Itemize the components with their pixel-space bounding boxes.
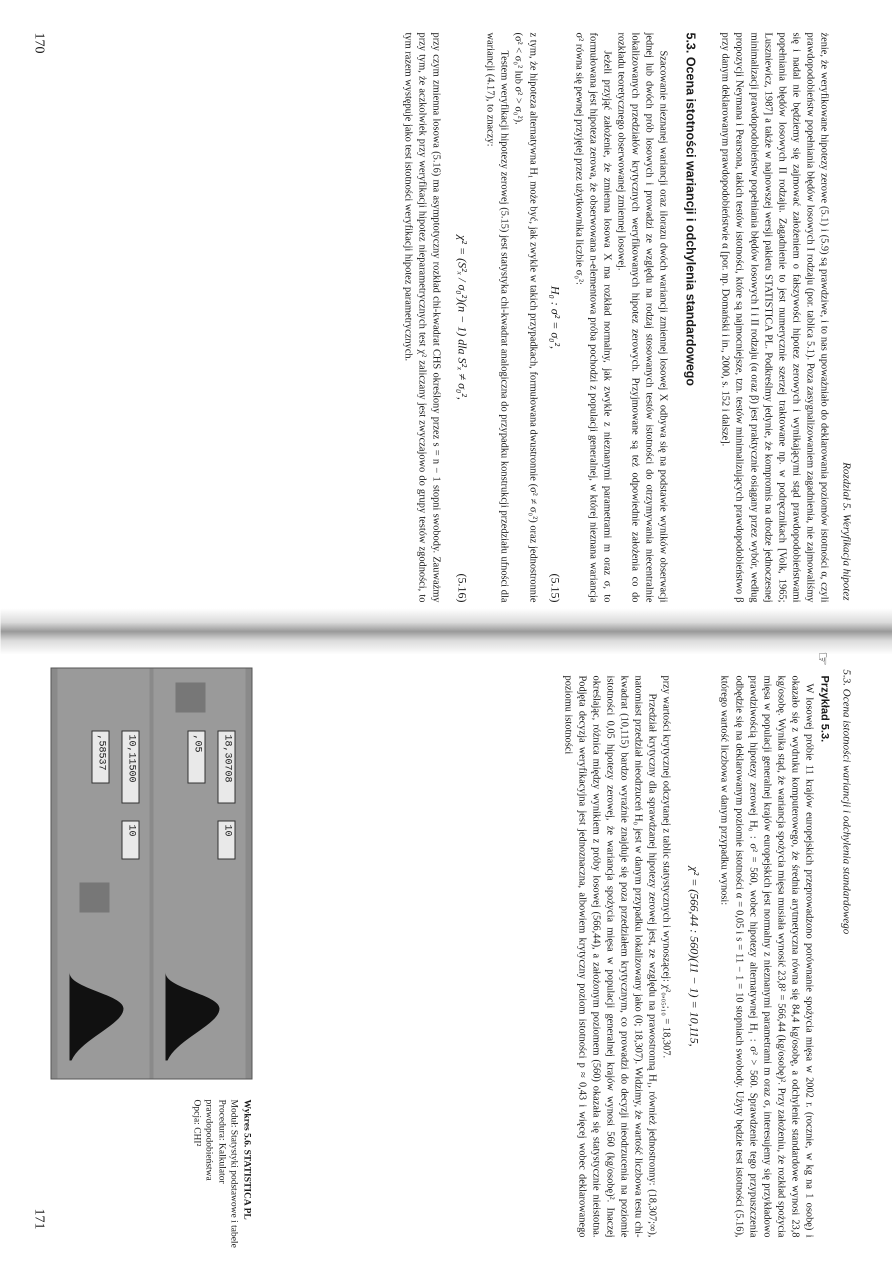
equation-body: H₀ : σ² = σ₀², (547, 285, 562, 349)
section-title: 5.3. Ocena istotności wariancji i odchylenia standardowego (683, 32, 698, 386)
caption-line: Moduł: Statystyki podstawowe i tabele (228, 1099, 239, 1248)
caption-title: Wykres 5.6. STATISTICA PL (241, 1099, 251, 1220)
example-title: Przykład 5.3. (818, 675, 830, 742)
caption-line: Opcja: CHI² (191, 1099, 201, 1146)
equation-number: (5.15) (547, 573, 562, 602)
intro-paragraph: żenie, że weryfikowane hipotezy zerowe (5.1) i (5.9) są prawdziwe, i to nas upoważniało do deklarowania poziomów istotności α, czyli prawdopodobieństw popełniania błędów losowych I rodzaju (por. tablica 5.1). Poza zasygnalizowaniem zagadnienia, nie zajmowaliśmy się i nadal nie będziemy się zajmować założeniem o fałszywości hipotez zerowych i wynikającymi stąd prawdopodobieństwami popełniania błędów losowych II rodzaju. Zagadnienie to jest numerycznie szerzej traktowane np. w podręcznikach [Volk, 1965; Luszniewicz, 1987] a także w najnowszej wersji pakietu STATISTICA PL. Podkreślmy jedynie, że kompromis na drodze jednoczesnej minimalizacji prawdopodobieństw popełniania błędów losowych I i II rodzaju (α oraz β) jest praktycznie osiągany przez wybór, według propozycji Neymana i Pearsona, takich testów istotności, które są najmocniejsze, tzn. testów minimalizujących prawdopodobieństwo β przy danym deklarowanym prawdopodobieństwie α [por. np. Domański i in., 2000, s. 152 i dalsze]. (719, 32, 829, 602)
page-171 (0, 631, 892, 1261)
p-field: ,58537 (91, 730, 109, 783)
text-column (400, 32, 830, 602)
paragraph: Przedział krytyczny dla sprawdzanej hipotezy zerowej jest, ze względu na prawostronną H₁, również jednostronny: (18,307;∞), natomiast przedział nieodrzuceń H₀ jest w danym przypadku lokalizowany jako (0; 18,307). Widzimy, że wartość liczbowa testu chi-kwadrat (10,115) bardzo wyraźnie znajduje się poza przedziałem krytycznym, co prowadzi do decyzji nieodrzucenia na poziomie istotności 0,05 hipotezy zerowej, że wariancja spożycia mięsa w populacji generalnej krajów wynosi 560 (kg/osobę)². Inaczej określając, różnica między wynikiem z próby losowej (566,44), a założonym poziomem (560) okazała się statystycznie nieistotna. Podjęta decyzja weryfikacyjna jest jednoznaczna, albowiem krytyczny poziom istotności p ≈ 0,43 i więcej wobec deklarowanego poziomu istotności (561, 675, 658, 1237)
example-column (560, 675, 830, 1237)
paragraph: Testem weryfikacji hipotezy zerowej (5.15) jest statystyka chi-kwadrat analogiczna do przypadku konstrukcji przedziału ufności dla wariancji (4.17), to znaczy: (484, 32, 510, 602)
running-header: Rozdział 5. Weryfikacja hipotez (840, 461, 852, 600)
page-170 (0, 0, 892, 630)
paragraph: przy czym zmienna losowa (5.16) ma asymptotyczny rozkład chi-kwadrat CHS określony przez s = n − 1 stopni swobody. Zauważmy przy tym, że aczkolwiek przy weryfikacji hipotez nieparametrycznych test χ² zaliczany jest zwyczajowo do grupy testów zgodności, to tym razem występuje jako test istotności weryfikacji hipotez parametrycznych. (402, 32, 442, 602)
paragraph: Szacowanie nieznanej wariancji oraz ilorazu dwóch wariancji zmiennej losowej X odbywa się na podstawie wyników obserwacji jednej lub dwóch prób losowych i prowadzi ze względu na rodzaj stosowanych testów istotności do otrzymywania niecentralnie lokalizowanych przedziałów krytycznych weryfikowanych hipotez zerowych. Przyjmowane są też odpowiednie założenia co do rozkładu teoretycznego obserwowanej zmiennej losowej. (614, 32, 669, 602)
paragraph: z tym, że hipoteza alternatywna H₁ może być, jak zwykle w takich przypadkach, formułowana dwustronnie (σ² ≠ σ₀²) oraz jednostronnie (σ² < σ₀² lub σ² > σ₀²). (512, 32, 538, 602)
df-field: 10 (217, 820, 235, 859)
df-field: 10 (121, 820, 139, 859)
chi-square-density-icon (65, 968, 131, 1064)
equation-5-16 (452, 32, 472, 602)
equation-5-15 (545, 32, 565, 602)
equation-example: χ² = (566,44 : 560)(11 − 1) = 10,115, (687, 865, 702, 1047)
caption-line: Procedura: Kalkulator prawdopodobieństwa (203, 1099, 226, 1184)
distribution-thumbnail (79, 882, 109, 912)
page-number: 170 (31, 32, 46, 53)
running-header: 5.3. Ocena istotności wariancji i odchylenia standardowego (840, 669, 852, 934)
value-field: 10,11500 (121, 730, 139, 803)
paragraph: przy wartości krytycznej odczytanej z tablic statystycznych i wynoszącej: χ²₀,₀₅;₁₀ = 18,307. (660, 675, 672, 1058)
probability-calculator-screenshot (50, 667, 252, 1079)
page-number: 171 (31, 1208, 46, 1229)
paragraph: W losowej próbie 11 krajów europejskich przeprowadzono porównanie spożycia mięsa w 2002 r. (rocznie, w kg na 1 osobę) i okazało się z wydruku komputerowego, że średnia arytmetyczna równa się 84,4 kg/osobę, a odchylenie standardowe wynosi 23,8 kg/osobę. Wynika stąd, że wariancja spożycia mięsa musiała wynosić 23,8² = 566,44 (kg/osobę)². Przy założeniu, że rozkład spożycia mięsa w populacji generalnej krajów europejskich jest normalny z nieznanymi parametrami m oraz σ, interesujemy się przykładowo prawdziwością hipotezy zerowej H₀ : σ² = 560, wobec hipotezy alternatywnej H₁ : σ² > 560. Sprawdzenie tego przypuszczenia odbędzie się na deklarowanym poziomie istotności α = 0,05 i s = 11 − 1 = 10 stopniach swobody. Użyty będzie test istotności (5.16), którego wartość liczbowa w danym przypadku wynosi: (718, 675, 814, 1237)
p-field: ,05 (187, 730, 205, 783)
calculator-row (153, 668, 245, 1078)
figure-caption (190, 1099, 253, 1259)
equation-number: (5.16) (455, 573, 470, 602)
paragraph: Jeżeli przyjąć założenie, że zmienna losowa X ma rozkład normalny, jak zwykle z nieznanymi parametrami m oraz σ, to formułowana jest hipoteza zerowa, że obserwowana n-elementowa próba pochodzi z populacji generalnej, w której nieznana wariancja σ² równa się pewnej przyjętej przez użytkownika liczbie σ₀²: (572, 32, 612, 602)
pointing-hand-icon: ☞ (813, 651, 830, 666)
distribution-thumbnail (175, 682, 205, 712)
calculator-row (57, 668, 149, 1078)
chi-square-density-icon (161, 968, 227, 1064)
value-field: 18,30708 (217, 730, 235, 803)
equation-body: χ² = (S²ₓ / σ₀²)(n − 1) dla S²ₓ ≠ σ₀², (455, 234, 470, 400)
